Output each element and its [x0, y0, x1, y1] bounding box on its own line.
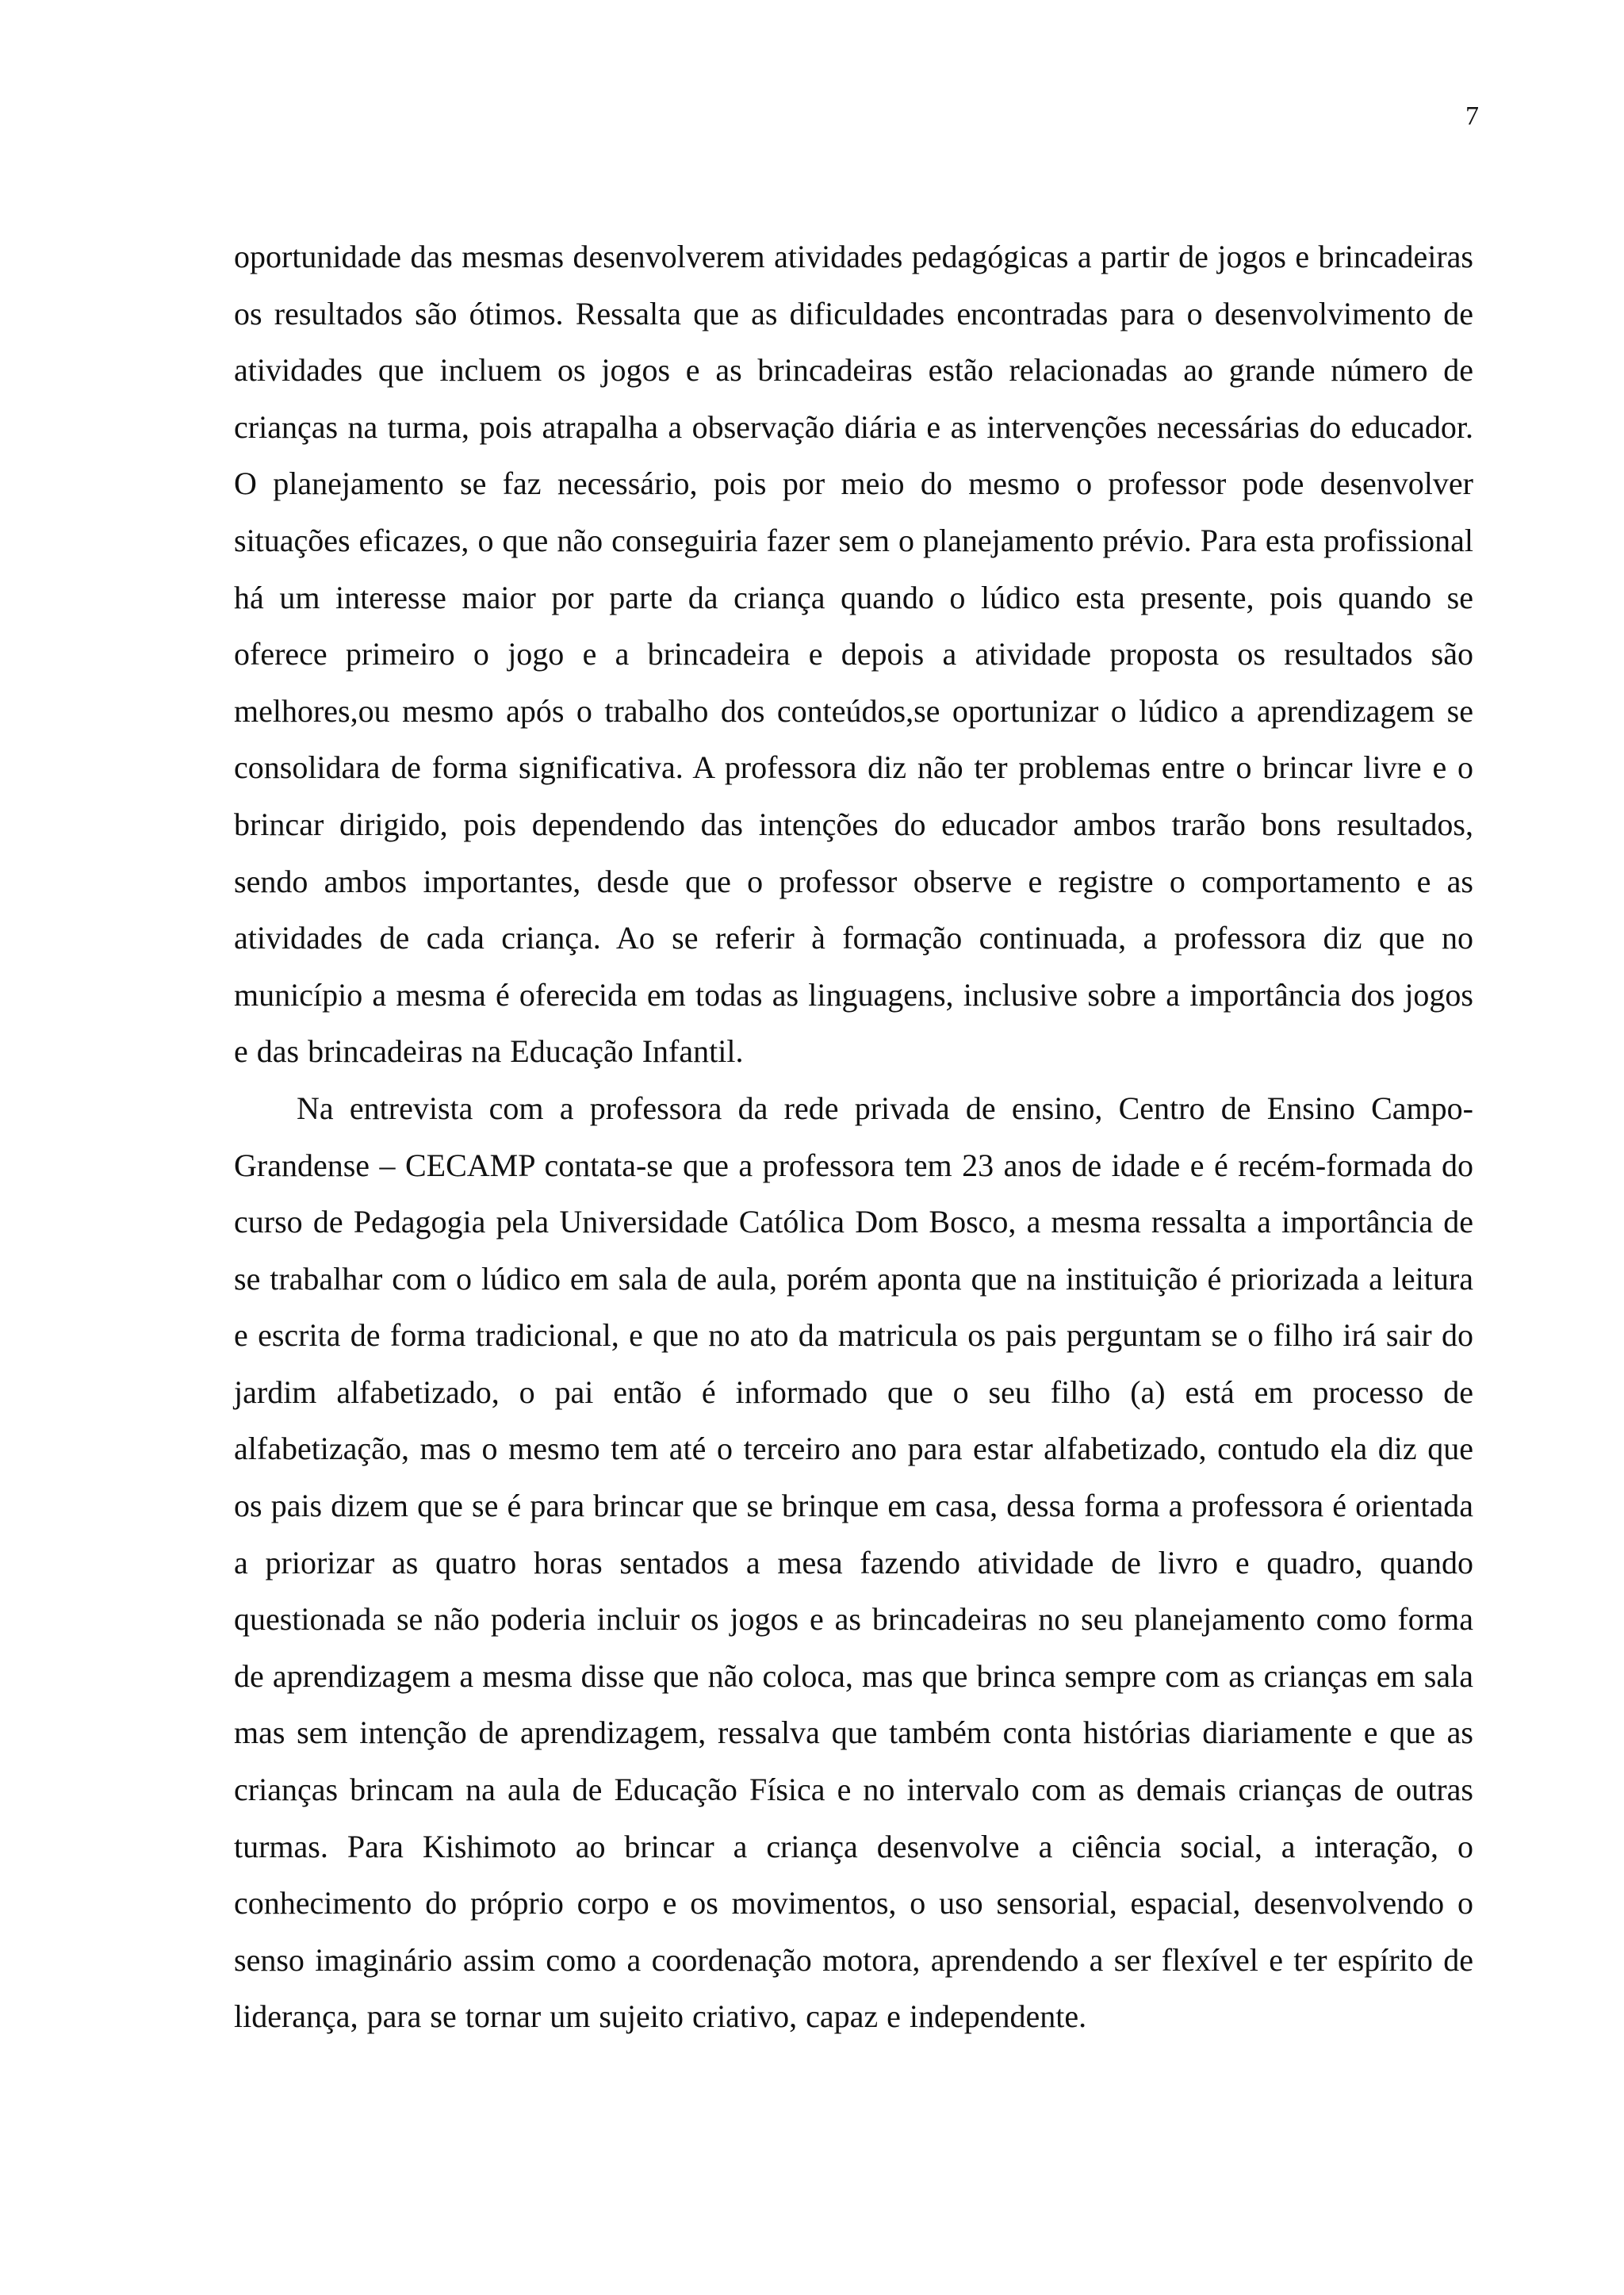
paragraph-interview: Na entrevista com a professora da rede privada de ensino, Centro de Ensino Campo-Grandense – CECAMP contata-se que a professora tem 23 anos de idade e é recém-formada do curso de Pedagogia pela Universidade Católica Dom Bosco, a mesma ressalta a importância de se trabalhar com o lúdico em sala de aula, porém aponta que na instituição é priorizada a leitura e escrita de forma tradicional, e que no ato da matricula os pais perguntam se o filho irá sair do jardim alfabetizado, o pai então é informado que o seu filho (a) está em processo de alfabetização, mas o mesmo tem até o terceiro ano para estar alfabetizado, contudo ela diz que os pais dizem que se é para brincar que se brinque em casa, dessa forma a professora é orientada a priorizar as quatro horas sentados a mesa fazendo atividade de livro e quadro, quando questionada se não poderia incluir os jogos e as brincadeiras no seu planejamento como forma de aprendizagem a mesma disse que não coloca, mas que brinca sempre com as crianças em sala mas sem intenção de aprendizagem, ressalva que também conta histórias diariamente e que as crianças brincam na aula de Educação Física e no intervalo com as demais crianças de outras turmas. Para Kishimoto ao brincar a criança desenvolve a ciência social, a interação, o conhecimento do próprio corpo e os movimentos, o uso sensorial, espacial, desenvolvendo o senso imaginário assim como a coordenação motora, aprendendo a ser flexível e ter espírito de liderança, para se tornar um sujeito criativo, capaz e independente. [234, 1090, 1473, 2035]
page-number: 7 [1465, 102, 1479, 131]
paragraph-continued: oportunidade das mesmas desenvolverem atividades pedagógicas a partir de jogos e brincadeiras os resultados são ótimos. Ressalta que as dificuldades encontradas para o desenvolvimento de atividades que incluem os jogos e as brincadeiras estão relacionadas ao grande número de crianças na turma, pois atrapalha a observação diária e as intervenções necessárias do educador. O planejamento se faz necessário, pois por meio do mesmo o professor pode desenvolver situações eficazes, o que não conseguiria fazer sem o planejamento prévio. Para esta profissional há um interesse maior por parte da criança quando o lúdico esta presente, pois quando se oferece primeiro o jogo e a brincadeira e depois a atividade proposta os resultados são melhores,ou mesmo após o trabalho dos conteúdos,se oportunizar o lúdico a aprendizagem se consolidara de forma significativa. A professora diz não ter problemas entre o brincar livre e o brincar dirigido, pois dependendo das intenções do educador ambos trarão bons resultados, sendo ambos importantes, desde que o professor observe e registre o comportamento e as atividades de cada criança. Ao se referir à formação continuada, a professora diz que no município a mesma é oferecida em todas as linguagens, inclusive sobre a importância dos jogos e das brincadeiras na Educação Infantil. [234, 239, 1473, 1070]
document-body [234, 228, 1473, 2045]
